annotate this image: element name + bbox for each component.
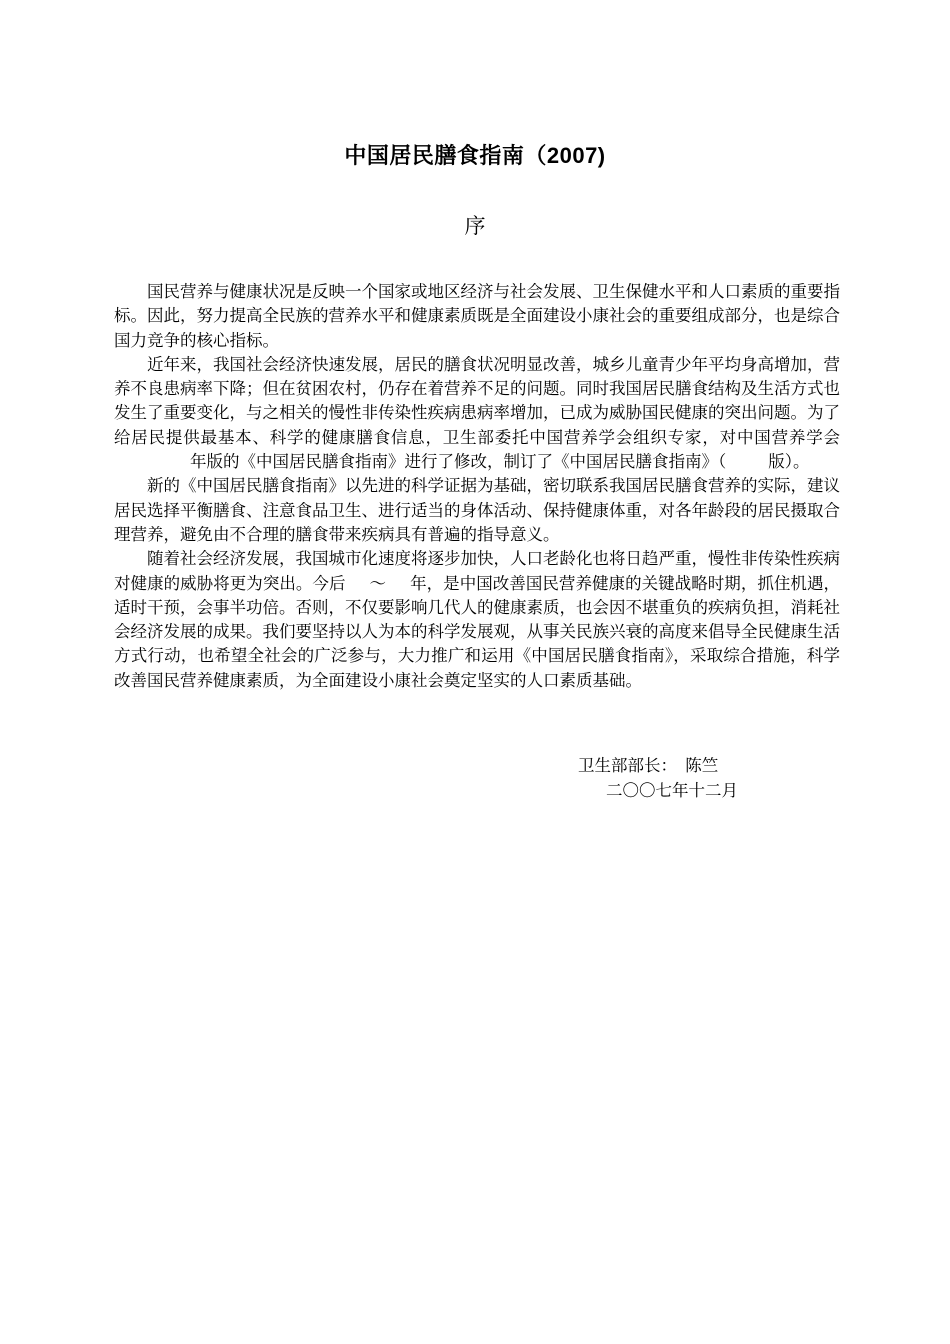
paragraph-1: 国民营养与健康状况是反映一个国家或地区经济与社会发展、卫生保健水平和人口素质的重要指标。因此，努力提高全民族的营养水平和健康素质既是全面建设小康社会的重要组成部分，也是综合国力竞争的核心指标。 [114, 282, 840, 350]
paragraph-4 [114, 547, 840, 693]
paragraph-4-part-c: 年，是中国改善国民营养健康的关键战略时期，抓住机遇，适时干预，会事半功倍。否则，不仅要影响几代人的健康素质，也会因不堪重负的疾病负担，消耗社会经济发展的成果。我们要坚持以人为本的科学发展观，从事关民族兴衰的高度来倡导全民健康生活方式行动，也希望全社会的广泛参与，大力推广和运用《中国居民膳食指南》，采取综合措施，科学改善国民营养健康素质，为全面建设小康社会奠定坚实的人口素质基础。 [114, 573, 841, 690]
paragraph-2-part-c: 版）。 [768, 452, 810, 472]
paragraph-4-part-a: 随着社会经济发展，我国城市化速度将逐步加快，人口老龄化也将日趋严重，慢性非传染性疾病对健康的威胁将更为突出。今后 [114, 549, 840, 593]
signature-name: 卫生部部长： 陈竺 [578, 756, 719, 775]
preface-heading: 序 [464, 214, 486, 238]
paragraph-2-part-b: 年版的《中国居民膳食指南》进行了修改，制订了《中国居民膳食指南》（ [190, 452, 727, 472]
paragraph-4-tilde: ～ [369, 573, 387, 593]
paragraph-3: 新的《中国居民膳食指南》以先进的科学证据为基础，密切联系我国居民膳食营养的实际，建议居民选择平衡膳食、注意食品卫生、进行适当的身体活动、保持健康体重，对各年龄段的居民摄取合理营养，避免由不合理的膳食带来疾病具有普遍的指导意义。 [114, 476, 840, 544]
document-title: 中国居民膳食指南（2007) [344, 143, 606, 168]
paragraph-2 [114, 353, 840, 474]
preface-body [114, 280, 840, 693]
signature-date: 二〇〇七年十二月 [606, 781, 738, 800]
paragraph-2-part-a: 近年来，我国社会经济快速发展，居民的膳食状况明显改善，城乡儿童青少年平均身高增加，营养不良患病率下降；但在贫困农村，仍存在着营养不足的问题。同时我国居民膳食结构及生活方式也发生了重要变化，与之相关的慢性非传染性疾病患病率增加，已成为威胁国民健康的突出问题。为了给居民提供最基本、科学的健康膳食信息，卫生部委托中国营养学会组织专家，对中国营养学会 [114, 354, 840, 447]
